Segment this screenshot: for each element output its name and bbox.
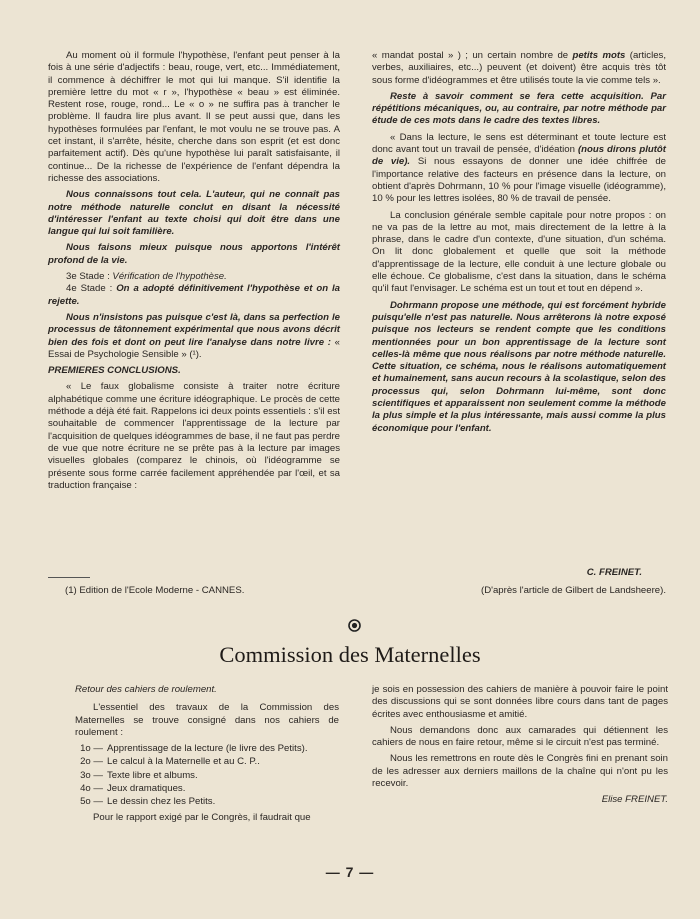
paragraph-text: « mandat postal » ) ; un certain nombre de	[372, 50, 573, 61]
section-heading: PREMIERES CONCLUSIONS.	[48, 365, 181, 377]
article-paragraph: Nous connaissons tout cela. L'auteur, qui ne connaît pas notre méthode naturelle conclut en disant la nécessité d'intéresser l'enfant au texte choisi qui doit être dans une langue qui lui soit familière.	[48, 189, 340, 238]
list-text: Jeux dramatiques.	[107, 783, 186, 795]
list-text: Le calcul à la Maternelle et au C. P..	[107, 756, 260, 768]
article-attribution: (D'après l'article de Gilbert de Landsheere).	[481, 585, 666, 596]
list-item	[75, 743, 339, 755]
commission-paragraph: Nous demandons donc aux camarades qui détiennent les cahiers de nous en faire retour, même si le circuit n'est pas terminé.	[372, 724, 668, 749]
stade-4-line	[48, 283, 340, 308]
stade-3-line	[48, 271, 340, 283]
list-text: Apprentissage de la lecture (le livre des Petits).	[107, 743, 308, 755]
commission-intro: L'essentiel des travaux de la Commission des Maternelles se trouve consigné dans nos cahiers de roulement :	[75, 702, 339, 738]
article-paragraph	[372, 50, 666, 87]
list-number: 5o —	[80, 796, 103, 808]
commission-paragraph: Pour le rapport exigé par le Congrès, il faudrait que	[93, 811, 311, 823]
article-paragraph: Nous faisons mieux puisque nous apportons l'intérêt profond de la vie.	[48, 242, 340, 266]
stade-4-text: On a adopté définitivement l'hypothèse et on la rejette.	[48, 283, 340, 307]
article-left-column	[48, 50, 340, 496]
page-number: — 7 —	[325, 864, 375, 880]
notebook-list	[75, 743, 339, 808]
book-title: « Essai de Psychologie Sensible » (¹).	[48, 336, 340, 360]
paragraph-text: Si nous essayons de donner une idée chiffrée de l'importance relative des facteurs en présence dans la lecture, on obtient d'après Dohrmann, 10 % pour l'image visuelle (idéogramme), 10 % pour les lettres isolées, 80 % de travail de pensée.	[372, 156, 666, 205]
article-paragraph: Au moment où il formule l'hypothèse, l'enfant peut penser à la fois à une série d'adjectifs : beau, rouge, vert, etc... Immédiatement, il commence à déchiffrer le mot qui lui manque. S'il identifie la première lettre du mot « r », l'hypothèse « beau » est éliminée. Restent rose, rouge, rond... Le « o » ne suffira pas à trancher le problème. Il faudra lire plus avant. Il se peut aussi que, dans les hypothèses formulées par l'enfant, le mot voulu ne se trouve pas. A cet instant, il s'arrête, hésite, cherche dans son esprit (et est donc parfaitement actif). Dès qu'une hypothèse lui paraît satisfaisante, il continue... De la richesse de l'expérience de l'enfant dépendra la richesse des associations.	[48, 50, 340, 184]
list-number: 4o —	[80, 783, 103, 795]
article-paragraph: Dohrmann propose une méthode, qui est forcément hybride puisqu'elle n'est pas naturelle. Nous arrêterons là notre exposé puisque nos lecteurs se rendent compte que les conditions mentionnées pour un bon apprentissage de la lecture sont celles-là même que nous réalisons par notre méthode naturelle. Cette situation, ce schéma, nous le réalisons automatiquement et humainement, sans aucun recours à la scolastique, selon des processus qui, selon Dohrmann lui-même, sont donc scientifiques et apparaissent non seulement comme la méthode la plus simple et la plus intéressante, mais aussi comme la plus économique pour l'enfant.	[372, 299, 666, 434]
circle-ornament-icon	[348, 619, 361, 632]
stade-4-label: 4e Stade :	[66, 283, 113, 295]
paragraph-text: « Dans la lecture, le sens est déterminant et toute lecture est donc avant tout un travail de pensée, d'idéation	[372, 131, 666, 156]
paragraph-text: (articles, verbes, auxiliaires, etc...) peuvent (et doivent) être acquis très tôt sous forme d'idéogrammes et être utilisés toute la vie comme tels ».	[372, 50, 666, 86]
article-paragraph	[48, 312, 340, 361]
article-signature: C. FREINET.	[586, 567, 642, 578]
commission-right-column	[372, 684, 668, 807]
stade-3-text: Vérification de l'hypothèse.	[112, 271, 227, 283]
stade-3-label: 3e Stade :	[66, 271, 110, 283]
article-paragraph: Reste à savoir comment se fera cette acquisition. Par répétitions mécaniques, ou, au contraire, par notre méthode par étude de ces mots dans le cadre des textes libres.	[372, 90, 666, 127]
article-paragraph: « Le faux globalisme consiste à traiter notre écriture alphabétique comme une écriture idéographique. Le procès de cette méthode a déjà été fait. Rappelons ici deux points essentiels : s'il est souhaitable de commencer l'apprentissage de la lecture par l'acquisition de quelques idéogrammes de base, il ne faut pas perdre de vue que notre écriture ne se prête pas à la lecture par images visuelles globales (comparez le chinois, où l'idéogramme se présente sous forme carrée facilement appréhendée par l'œil, et sa traduction française :	[48, 381, 340, 491]
commission-left-column	[75, 684, 339, 828]
commission-subheading: Retour des cahiers de roulement.	[75, 684, 217, 695]
list-number: 1o —	[80, 743, 103, 755]
list-number: 2o —	[80, 756, 103, 768]
emphasis-text: petits mots	[572, 50, 626, 61]
commission-paragraph: je sois en possession des cahiers de manière à pouvoir faire le point des discussions qui se sont données libre cours dans tant de pages écrites avec enthousiasme et amitié.	[372, 684, 668, 720]
list-text: Le dessin chez les Petits.	[107, 796, 216, 808]
footnote-divider	[48, 577, 90, 578]
list-text: Texte libre et albums.	[107, 769, 198, 781]
list-number: 3o —	[80, 769, 103, 781]
list-item	[75, 770, 339, 782]
list-item	[75, 783, 339, 795]
commission-paragraph: Nous les remettrons en route dès le Congrès fini en prenant soin de les adresser aux derniers maillons de la chaîne qui n'ont pu les recevoir.	[372, 753, 668, 790]
commission-signature: Elise FREINET.	[601, 794, 668, 806]
footnote: (1) Edition de l'Ecole Moderne - CANNES.	[65, 585, 245, 596]
article-paragraph	[372, 132, 666, 206]
emphasis-text: (nous dirons plutôt de vie).	[372, 144, 666, 168]
section-title: Commission des Maternelles	[219, 642, 481, 667]
paragraph-text: Nous n'insistons pas puisque c'est là, dans sa perfection le processus de tâtonnement expérimental que nous avons décrit bien des fois et dont on peut lire l'analyse dans notre livre :	[48, 311, 340, 348]
list-item	[75, 796, 339, 808]
article-right-column	[372, 50, 666, 439]
article-paragraph: La conclusion générale semble capitale pour notre propos : on ne va pas de la lettre au mot, mais directement de la lettre à la phrase, dans le cadre d'un contexte, d'une situation, d'un schéma. On lit donc globalement et quelle que soit la méthode d'apprentissage de la lecture, elle conduit à une lecture globale ou elle échoue. Ce globalisme, c'est dans la situation, dans le schéma qu'il faut l'envisager. Le schéma est un tout et tout en dépend ».	[372, 209, 666, 295]
list-item	[75, 756, 339, 768]
